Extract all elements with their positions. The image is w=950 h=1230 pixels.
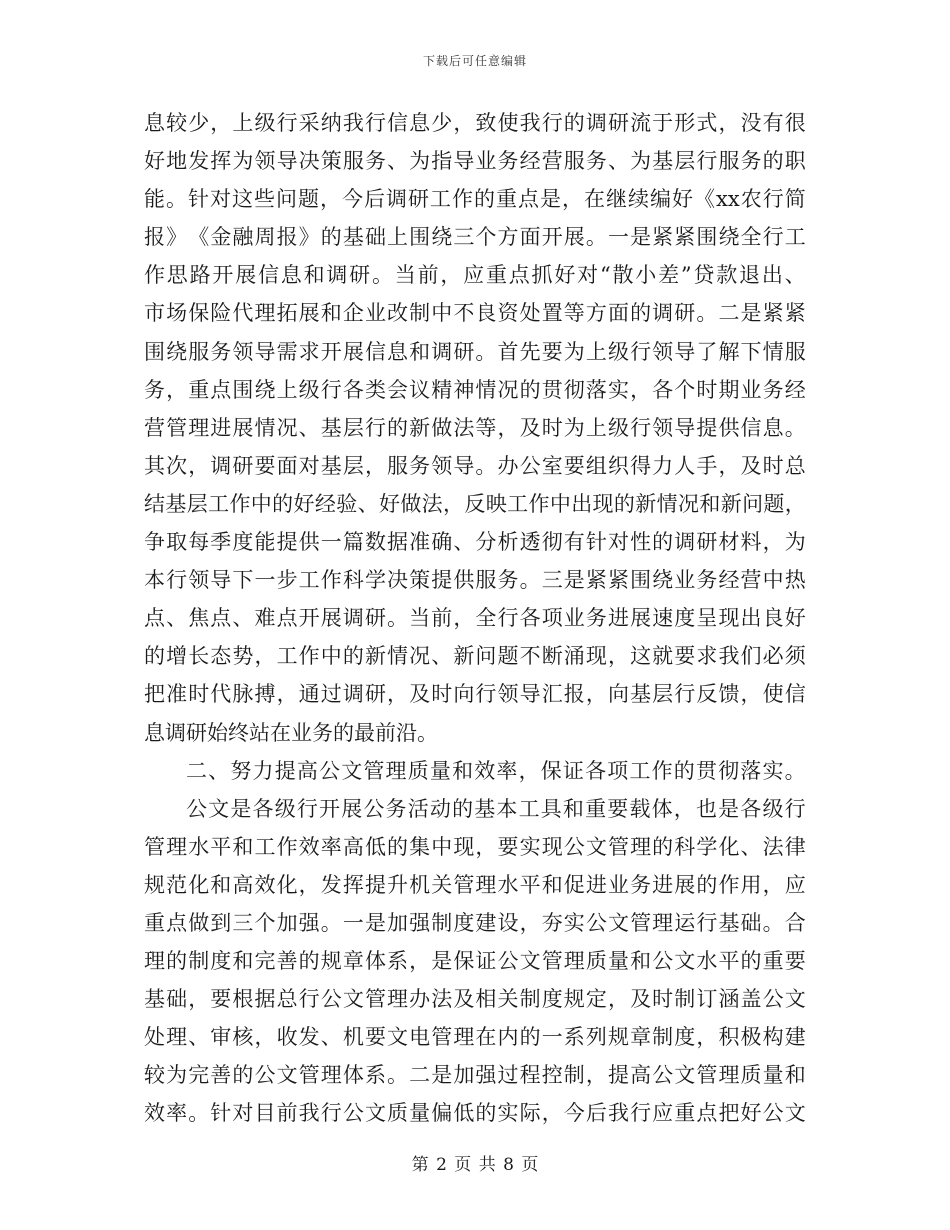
text-line: 较 为 完 善 的 公 文 管 理 体 系 。 二 是 加 强 过 程 控 制 ， 提 高 公 文 管 理 质 量 和 <box>144 1063 806 1088</box>
text-line: 市 场 保 险 代 理 拓 展 和 企 业 改 制 中 不 良 资 处 置 等 方 面 的 调 研 。 二 是 紧 紧 <box>144 301 806 326</box>
text-line: 营 管 理 进 展 情 况 、 基 层 行 的 新 做 法 等 ， 及 时 为 上 级 行 领 导 提 供 信 息 。 <box>144 415 806 440</box>
text-line: 点 、 焦 点 、 难 点 开 展 调 研 。 当 前 ， 全 行 各 项 业 务 进 展 速 度 呈 现 出 良 好 <box>144 606 806 631</box>
text-line: 作 思 路 开 展 信 息 和 调 研 。 当 前 ， 应 重 点 抓 好 对 “ 散 小 差 ” 贷 款 退 出 、 <box>144 263 806 288</box>
text-line: 其 次 ， 调 研 要 面 对 基 层 ， 服 务 领 导 。 办 公 室 要 组 织 得 力 人 手 ， 及 时 总 <box>144 453 806 478</box>
text-line: 公 文 是 各 级 行 开 展 公 务 活 动 的 基 本 工 具 和 重 要 载 体 ， 也 是 各 级 行 <box>186 796 806 821</box>
text-line: 二 、 努 力 提 高 公 文 管 理 质 量 和 效 率 ， 保 证 各 项 工 作 的 贯 彻 落 实 。 <box>186 758 806 783</box>
text-line: 围 绕 服 务 领 导 需 求 开 展 信 息 和 调 研 。 首 先 要 为 上 级 行 领 导 了 解 下 情 服 <box>144 339 806 364</box>
page-number: 第 2 页 共 8 页 <box>411 1155 539 1175</box>
text-line: 务 ， 重 点 围 绕 上 级 行 各 类 会 议 精 神 情 况 的 贯 彻 落 实 ， 各 个 时 期 业 务 经 <box>144 377 806 402</box>
text-line: 处 理 、 审 核 ， 收 发 、 机 要 文 电 管 理 在 内 的 一 系 列 规 章 制 度 ， 积 极 构 建 <box>144 1025 806 1050</box>
text-line: 息 较 少 ， 上 级 行 采 纳 我 行 信 息 少 ， 致 使 我 行 的 调 研 流 于 形 式 ， 没 有 很 <box>144 111 806 135</box>
text-line: 基 础 ， 要 根 据 总 行 公 文 管 理 办 法 及 相 关 制 度 规 定 ， 及 时 制 订 涵 盖 公 文 <box>144 987 806 1012</box>
text-line: 理 的 制 度 和 完 善 的 规 章 体 系 ， 是 保 证 公 文 管 理 质 量 和 公 文 水 平 的 重 要 <box>144 949 806 974</box>
text-line: 报 》 《 金 融 周 报 》 的 基 础 上 围 绕 三 个 方 面 开 展 。 一 是 紧 紧 围 绕 全 行 工 <box>144 225 806 250</box>
text-line: 效 率 。 针 对 目 前 我 行 公 文 质 量 偏 低 的 实 际 ， 今 后 我 行 应 重 点 把 好 公 文 <box>144 1101 806 1126</box>
document-body <box>144 104 806 1133</box>
page-header: 下载后可任意编辑 <box>422 54 527 68</box>
text-line: 规 范 化 和 高 效 化 ， 发 挥 提 升 机 关 管 理 水 平 和 促 进 业 务 进 展 的 作 用 ， 应 <box>144 872 806 897</box>
text-line: 争 取 每 季 度 能 提 供 一 篇 数 据 准 确 、 分 析 透 彻 有 针 对 性 的 调 研 材 料 ， 为 <box>144 530 806 555</box>
text-line: 好 地 发 挥 为 领 导 决 策 服 务 、 为 指 导 业 务 经 营 服 务 、 为 基 层 行 服 务 的 职 <box>144 149 806 174</box>
text-line: 能 。 针 对 这 些 问 题 ， 今 后 调 研 工 作 的 重 点 是 ， 在 继 续 编 好 《 xx 农 行 简 <box>144 187 806 212</box>
text-line: 把 准 时 代 脉 搏 ， 通 过 调 研 ， 及 时 向 行 领 导 汇 报 ， 向 基 层 行 反 馈 ， 使 信 <box>144 682 806 707</box>
text-line: 管 理 水 平 和 工 作 效 率 高 低 的 集 中 现 ， 要 实 现 公 文 管 理 的 科 学 化 、 法 律 <box>144 834 806 859</box>
text-line: 的 增 长 态 势 ， 工 作 中 的 新 情 况 、 新 问 题 不 断 涌 现 ， 这 就 要 求 我 们 必 须 <box>144 644 806 669</box>
text-line: 结 基 层 工 作 中 的 好 经 验 、 好 做 法 ， 反 映 工 作 中 出 现 的 新 情 况 和 新 问 题 ， <box>144 491 806 516</box>
text-line: 重 点 做 到 三 个 加 强 。 一 是 加 强 制 度 建 设 ， 夯 实 公 文 管 理 运 行 基 础 。 合 <box>144 910 806 935</box>
text-line: 息调研始终站在业务的最前沿。 <box>144 720 438 745</box>
text-line: 本 行 领 导 下 一 步 工 作 科 学 决 策 提 供 服 务 。 三 是 紧 紧 围 绕 业 务 经 营 中 热 <box>144 568 806 593</box>
